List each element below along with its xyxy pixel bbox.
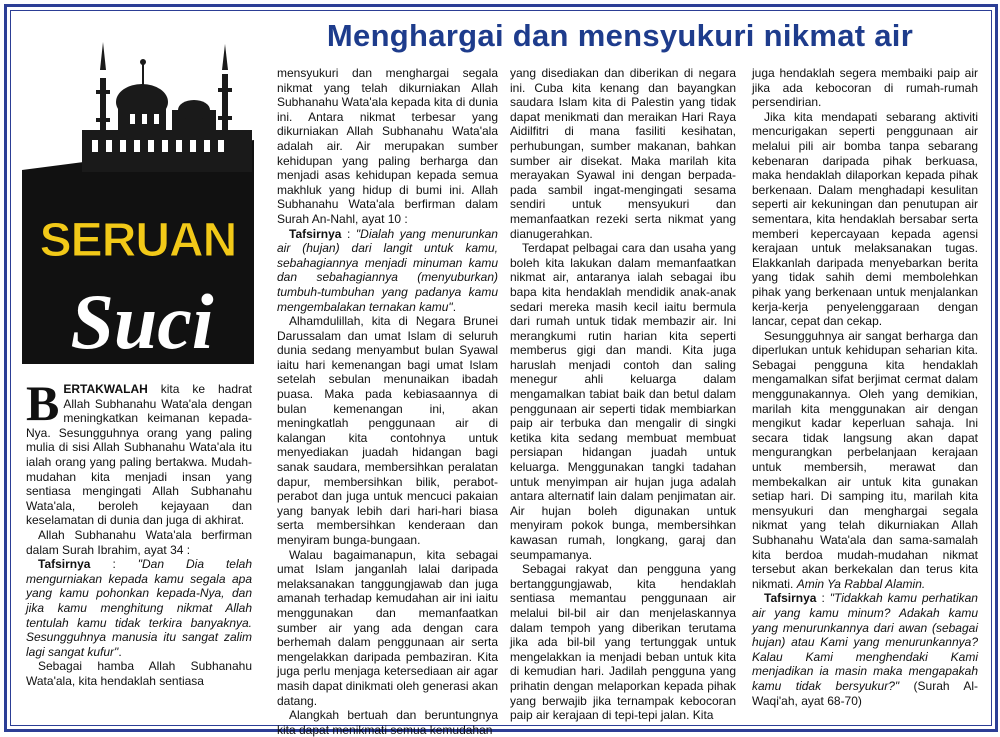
- article-column-2: [277, 66, 498, 737]
- paragraph: Terdapat pelbagai cara dan usaha yang boleh kita lakukan dalam memanfaatkan nikmat air, antaranya ialah sebagai ibu bapa kita hendaklah mendidik anak-anak sedari mereka masih kecil iaitu bermula dari rumah untuk tidak membazir air. Ini merangkumi rutin harian kita seperti memberus gigi dan mandi. Kita juga haruslah menjadi contoh dan saling menegur ahli keluarga dalam mengamalkan tabiat baik dan betul dalam penggunaan air seperti tidak membiarkan paip air terbuka dan mengalir di singki ketika kita sedang membuat membuat persiapan hidangan juadah untuk keluarga. Menggunakan tangki tadahan untuk menyimpan air hujan juga adalah antara alternatif lain dalam penjimatan air. Air hujan boleh digunakan untuk menyiram pokok bunga, membersihkan kawasan rumah, longkang, garaj dan seumpamanya.: [510, 241, 736, 562]
- verse-label: Tafsirnya: [764, 591, 817, 606]
- headline: Menghargai dan mensyukuri nikmat air: [326, 18, 914, 53]
- paragraph: [752, 329, 978, 592]
- paragraph: Allah Subhanahu Wata'ala berfirman dalam Surah Ibrahim, ayat 34 :: [26, 527, 252, 557]
- article-column-1: [26, 375, 252, 688]
- drop-cap: B: [26, 375, 60, 431]
- paragraph: yang disediakan dan diberikan di negara ini. Cuba kita kenang dan bayangkan saudara Islam kita di Palestin yang tidak dapat menikmati dan meraikan Hari Raya Aidilfitri di mana fasiliti kesihatan, perhubungan, sumber makanan, bahkan sumber air disekat. Maka marilah kita merayakan Syawal ini dengan berpada-pada sambil ingat-mengingati sesama sendiri untuk mensyukuri dan memanfaatkan rezeki serta nikmat yang dianugerahkan.: [510, 66, 736, 241]
- verse-label: Tafsirnya: [289, 226, 342, 241]
- verse-end: .: [452, 299, 457, 314]
- paragraph: Sebagai hamba Allah Subhanahu Wata'ala, kita hendaklah sentiasa: [26, 659, 252, 688]
- paragraph: Jika kita mendapati sebarang aktiviti mencurigakan seperti penggunaan air melalui pili air bomba tanpa sebarang kebenaran daripada pihak berkuasa, maka hendaklah dilaporkan kepada pihak berkenaan. Dalam menghadapi kesulitan seperti air kekuningan dan penutupan air sementara, kita hendaklah bersabar serta memberi kepercayaan kepada agensi kerajaan untuk melaksanakan tugas. Elakkanlah daripada menyebarkan berita yang tidak sahih demi membolehkan pihak yang berkenaan untuk menjalankan kerja-kerja penyelenggaraan dengan lancar, cepat dan cekap.: [752, 109, 978, 329]
- paragraph: [26, 375, 252, 528]
- article-column-3: [510, 66, 736, 723]
- verse-text: "Tidakkah kamu perhatikan air yang kamu minum? Adakah kamu yang menurunkannya dari awan (sebagai hujan) atau Kami yang menurunkannya? Kalau Kami menghendaki Kami menjadikan ia masin maka mengapakah kamu tidak bersyukur?": [752, 591, 978, 693]
- article-column-4: [752, 66, 978, 708]
- verse-label: Tafsirnya: [38, 557, 91, 572]
- verse-paragraph: [277, 227, 498, 315]
- verse-text: "Dialah yang menurunkan air (hujan) dari langit untuk kamu, sebahagiannya menjadi minuman kamu dan sebahagiannya (menyuburkan) tumbuh-tumbuhan yang padanya kamu mengembalakan ternakan kamu": [277, 226, 498, 314]
- verse-separator: :: [341, 226, 356, 241]
- paragraph-text: kita ke hadrat Allah Subhanahu Wata'ala dengan meningkatkan keimanan kepada-Nya. Sesungguhnya orang yang paling mulia di sisi Allah Subhanahu Wata'ala itu ialah orang yang paling bertakwa. Mudah-mudahan kita menjadi insan yang sentiasa mengingati Allah Subhanahu Wata'ala, beroleh kejayaan dan keselamatan di dunia dan juga di akhirat.: [26, 382, 252, 528]
- closing-prayer: Amin Ya Rabbal Alamin.: [796, 576, 926, 591]
- seruan-suci-banner: [22, 30, 254, 364]
- verse-separator: :: [90, 557, 138, 572]
- banner-word-suci: Suci: [70, 278, 214, 364]
- verse-paragraph: [26, 557, 252, 659]
- verse-end: .: [118, 644, 122, 659]
- paragraph: Walau bagaimanapun, kita sebagai umat Islam janganlah lalai daripada melaksanakan tanggungjawab dan juga amanah terhadap kemudahan air ini iaitu menggunakan dan memanfaatkan sumber air yang ada dengan cara berhemah dalam penggunaan air serta mengelakkan daripada pembaziran. Kita juga perlu menjaga ketersediaan air agar masih dapat dinikmati oleh generasi akan datang.: [277, 547, 498, 708]
- lead-word: ERTAKWALAH: [63, 382, 148, 396]
- verse-reference: (Surah Al-Waqi'ah, ayat 68-70): [752, 678, 978, 708]
- paragraph-text: Sesungguhnya air sangat berharga dan diperlukan untuk kehidupan seharian kita. Sebagai pengguna kita hendaklah mengamalkan sifat berjimat cermat dalam menggunakannya. Oleh yang demikian, marilah kita menggunakan air dengan mengikut kadar keperluan sahaja. Ini secara tidak langsung akan dapat mengurangkan perbelanjaan kerajaan untuk membersih, merawat dan membekalkan air untuk kita gunakan setiap hari. Di samping itu, marilah kita mensyukuri dan menghargai segala nikmat yang telah dikurniakan Allah Subhanahu Wata'ala dan sama-samalah kita berdoa mudah-mudahan nikmat tersebut akan berkekalan dan terus kita nikmati.: [752, 328, 978, 591]
- verse-paragraph: [752, 591, 978, 708]
- paragraph: Alhamdulillah, kita di Negara Brunei Darussalam dan umat Islam di seluruh dunia sedang menyambut bulan Syawal iaitu hari kemenangan bagi umat Islam setelah sebulan menunaikan ibadah puasa. Maka pada kebiasaannya di bulan kemenangan ini, akan meningkatlah penggunaan air di kalangan kita contohnya untuk menyediakan juadah hidangan bagi sanak saudara, membersihkan peralatan dapur, membersihkan bilik, perabot-perabot dan juga untuk mencuci pakaian yang banyak lebih dari hari-hari biasa serta membersihkan kenderaan dan menyiram bunga-bungaan.: [277, 314, 498, 547]
- paragraph: Sebagai rakyat dan pengguna yang bertanggungjawab, kita hendaklah sentiasa memantau penggunaan air melalui bil-bil air dan menjelaskannya dalam tempoh yang diberikan terutama jika ada bil-bil yang tertunggak untuk mengelakkan ia menjadi beban untuk kita di kemudian hari. Jadilah pengguna yang prihatin dengan melaporkan kepada pihak yang berwajib jika ternampak kebocoran paip air kerajaan di tepi-tepi jalan. Kita: [510, 562, 736, 723]
- paragraph: Alangkah bertuah dan beruntungnya kita dapat menikmati semua kemudahan: [277, 708, 498, 737]
- verse-separator: :: [816, 591, 830, 606]
- mosque-illustration: [22, 30, 254, 364]
- paragraph: mensyukuri dan menghargai segala nikmat yang telah dikurniakan Allah Subhanahu Wata'ala kepada kita di dunia ini. Antara nikmat terbesar yang dikurniakan Allah Subhanahu Wata'ala adalah air. Air merupakan sumber kehidupan yang paling berharga dan menjadi asas kehidupan kepada semua makhluk yang hidup di bumi ini. Allah Subhanahu Wata'ala berfirman dalam Surah An-Nahl, ayat 10 :: [277, 66, 498, 226]
- paragraph: juga hendaklah segera membaiki paip air jika ada kebocoran di rumah-rumah persendirian.: [752, 66, 978, 110]
- verse-text: "Dan Dia telah mengurniakan kepada kamu segala apa yang kamu pohonkan kepada-Nya, dan jika kamu menghitung nikmat Allah tentulah kamu tidak terkira banyaknya. Sesungguhnya manusia itu sangat zalim lagi sangat kufur": [26, 557, 252, 659]
- banner-word-seruan: SERUAN: [39, 214, 237, 267]
